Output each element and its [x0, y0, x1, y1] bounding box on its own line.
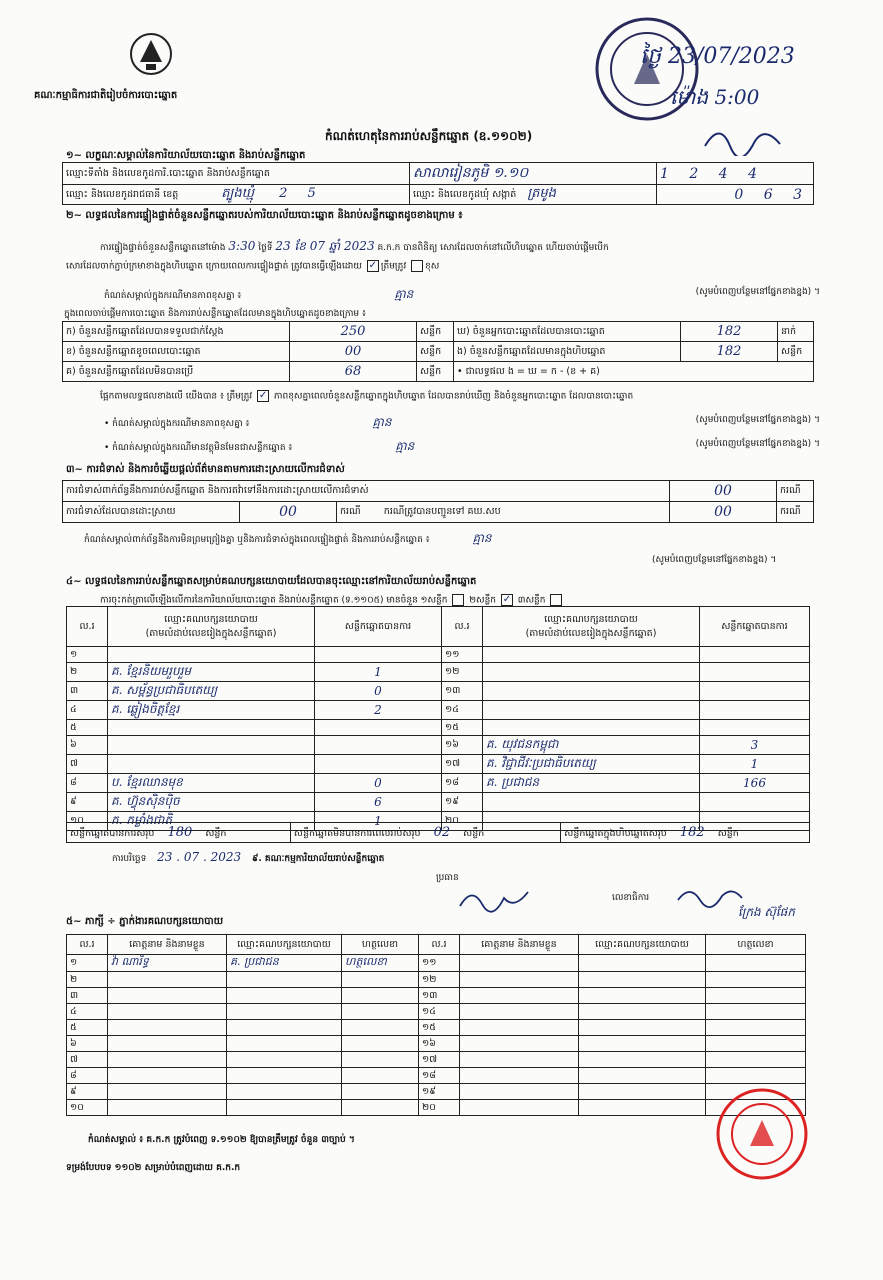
witness-party [227, 1100, 342, 1116]
witness-name [460, 988, 579, 1004]
section2-count-table [62, 321, 814, 382]
witness-signature [342, 972, 419, 988]
note-label: កំណត់សម្គាល់ក្នុងករណីមានភាពខុសគ្នា ៖ [104, 291, 242, 301]
s3-row1-unit: ករណី [777, 481, 814, 502]
party-name: គ. សម្ព័ន្ធប្រជាធិបតេយ្យ [108, 682, 315, 701]
bottom-note: ទម្រង់បែបបទ ១១០២ សម្រាប់បំពេញដោយ គ.ក.ក [66, 1163, 241, 1173]
witness-name [108, 1052, 227, 1068]
opt-two-sheets: ២សន្លឹក [469, 595, 497, 606]
party-name: គ. ឆ្លៀងចិត្តខ្មែរ [108, 701, 315, 720]
row-no: ៩ [67, 1084, 108, 1100]
total-box-value: 182 [679, 824, 705, 840]
row-no: ១៦ [419, 1036, 460, 1052]
commune-cell [410, 185, 657, 205]
witness-name [460, 1084, 579, 1100]
province-value: ត្បូងឃ្មុំ [221, 186, 255, 201]
item-e-label: ង) ចំនួនសន្លឹកឆ្នោតដែលមានក្នុងហិបឆ្នោត [454, 342, 681, 362]
table-row [67, 720, 810, 736]
item-c-label: គ) ចំនួនសន្លឹកឆ្នោតដែលមិនបានប្រើ [63, 362, 290, 382]
witness-name [108, 1100, 227, 1116]
verify-line2 [66, 260, 826, 274]
row-no: ១៣ [419, 988, 460, 1004]
witness-signature [706, 988, 806, 1004]
witness-name [460, 1004, 579, 1020]
table-row [67, 1004, 806, 1020]
table-row [67, 755, 810, 774]
section2-title: ២~ លទ្ធផលនៃការផ្ទៀងផ្ទាត់ចំនួនសន្លឹកឆ្នោតរបស់ការិយាល័យបោះឆ្នោត និងរាប់សន្លឹកឆ្នោតដូចខាងក្រោម ៖ [66, 210, 463, 221]
s5-col-no-right: ល.រ [419, 935, 460, 955]
witness-signature [706, 955, 806, 972]
party-name [108, 736, 315, 755]
opt-correct: ត្រឹមត្រូវ [380, 261, 407, 272]
witness-name [460, 1036, 579, 1052]
witness-party [227, 1036, 342, 1052]
row-no: ១៩ [442, 793, 483, 812]
row-no: ១២ [442, 663, 483, 682]
stamp-handwriting-time: ម៉ោង 5:00 [670, 85, 760, 109]
s3-row2-mid [337, 502, 670, 523]
verify-date: 23 ខែ 07 ឆ្នាំ 2023 [275, 239, 375, 253]
opt-incorrect: ខុស [425, 261, 440, 272]
note2-hint: (សូមបំពេញបន្ថែមនៅផ្នែកខាងខ្នង) ។ [695, 415, 820, 425]
witness-party [579, 1004, 706, 1020]
table-row [67, 1068, 806, 1084]
section3-table [62, 480, 814, 523]
item-c-unit: សន្លឹក [417, 362, 454, 382]
item-c-value: 68 [290, 362, 417, 382]
form-title: កំណត់ហេតុនៃការរាប់សន្លឹកឆ្នោត (ឧ.១១០២) [325, 129, 533, 143]
s5-col-name-left: គោត្តនាម និងនាមខ្លួន [108, 935, 227, 955]
table-row [67, 682, 810, 701]
table-row [67, 701, 810, 720]
item-a-unit: សន្លឹក [417, 322, 454, 342]
row-no: ១៣ [442, 682, 483, 701]
table-row [67, 955, 806, 972]
col-no-left: ល.រ [67, 607, 108, 647]
witness-party [579, 955, 706, 972]
check-intro: ក្នុងពេលចាប់ផ្តើមការបោះឆ្នោត និងការរាប់សន្លឹកឆ្នោតដែលមានក្នុងហិបឆ្នោតដូចខាងក្រោម ៖ [64, 309, 366, 319]
party-name: គ. កម្លាំងជាតិ [108, 812, 315, 831]
row1-label: ឈ្មោះទីតាំង និងលេខកូដការិ.បោះឆ្នោត និងរាប់សន្លឹកឆ្នោត [63, 163, 410, 185]
item-e-value: 182 [681, 342, 778, 362]
row-no: ១ [67, 647, 108, 663]
row-no: ២០ [442, 812, 483, 831]
witness-signature [342, 1004, 419, 1020]
s3-note-label: កំណត់សម្គាល់ពាក់ព័ន្ធនឹងការមិនព្រមព្រៀងគ្នា ឬនិងការជំទាស់ក្នុងពេលផ្ទៀងផ្ទាត់ និងការរាប់សន្លឹកឆ្នោត ៖ [84, 535, 430, 545]
row-no: ៦ [67, 736, 108, 755]
row-no: ២០ [419, 1100, 460, 1116]
row-no: ១០ [67, 1100, 108, 1116]
row-no: ៥ [67, 720, 108, 736]
table-row [67, 1036, 806, 1052]
vote-count [315, 755, 442, 774]
secretary-signature [676, 880, 746, 910]
note2-label: • កំណត់សម្គាល់ក្នុងករណីមានភាពខុសគ្នា ៖ [104, 419, 250, 429]
witness-name [460, 955, 579, 972]
table-row [67, 647, 810, 663]
vote-count [315, 720, 442, 736]
s3-row2-mid-value: 00 [670, 502, 777, 523]
table-row [67, 774, 810, 793]
vote-count [700, 720, 810, 736]
witness-name [460, 1052, 579, 1068]
vote-count [700, 701, 810, 720]
col-party-left-title: ឈ្មោះគណបក្សនយោបាយ [164, 613, 258, 625]
witness-name [108, 1068, 227, 1084]
note2-row [104, 414, 820, 432]
party-name [108, 720, 315, 736]
party-name [483, 701, 700, 720]
s3-note-value: គ្មាន [472, 531, 492, 545]
table-row [67, 793, 810, 812]
s3-row1-label: ការជំទាស់ពាក់ព័ន្ធនឹងការរាប់សន្លឹកឆ្នោត និងការតវ៉ាទៅនឹងការដោះស្រាយលើការជំទាស់ [63, 481, 670, 502]
section3-title: ៣~ ការជំទាស់ និងការចំឆ្លើយផ្តល់ព័ត៌មានតាមការដោះស្រាយលើការជំទាស់ [66, 464, 345, 475]
s3-row2-unit: ករណី [340, 506, 361, 517]
item-d-unit: នាក់ [778, 322, 814, 342]
s5-col-no-left: ល.រ [67, 935, 108, 955]
vote-count [315, 647, 442, 663]
nec-logo [128, 28, 174, 78]
intro-cont: គ.ក.ក បានពិនិត្យ សោរដែលចាក់នៅលើហិបឆ្នោត ហើយចាប់ផ្តើមបើក [377, 243, 609, 253]
s3-note-hint: (សូមបំពេញបន្ថែមនៅផ្នែកខាងខ្នង) ។ [652, 555, 777, 565]
commune-code: 0 6 3 [657, 185, 814, 205]
table-row [67, 1100, 806, 1116]
note-hint: (សូមបំពេញបន្ថែមនៅផ្នែកខាងខ្នង) ។ [695, 287, 820, 297]
two-sheets-checkbox[interactable]: ✓ [502, 594, 512, 605]
witness-name [108, 1004, 227, 1020]
verify-intro [100, 238, 820, 256]
item-b-unit: សន្លឹក [417, 342, 454, 362]
col-party-right [483, 607, 700, 647]
col-votes-right: សន្លឹកឆ្នោតបានការ [700, 607, 810, 647]
witness-party [579, 1084, 706, 1100]
vote-count: 6 [315, 793, 442, 812]
row-no: ១១ [419, 955, 460, 972]
row-no: ៧ [67, 1052, 108, 1068]
total-valid-value: 180 [167, 824, 193, 840]
witness-party [227, 972, 342, 988]
vote-count: 0 [315, 774, 442, 793]
s5-col-sign-right: ហត្ថលេខា [706, 935, 806, 955]
intro-text: ការផ្ទៀងផ្ទាត់ចំនួនសន្លឹកឆ្នោតនៅម៉ោង [100, 243, 226, 253]
s3-row1-value: 00 [670, 481, 777, 502]
done-label: ការបរិច្ឆេទ [112, 854, 147, 864]
witness-signature [706, 1004, 806, 1020]
party-name [108, 647, 315, 663]
party-name: គ. ហ៊្វុនស៊ិនប៉ិច [108, 793, 315, 812]
party-name: គ. យុវជនកម្ពុជា [483, 736, 700, 755]
total-box-unit: សន្លឹក [717, 827, 739, 839]
total-valid-unit: សន្លឹក [205, 827, 227, 839]
row-no: ៣ [67, 988, 108, 1004]
s5-col-party-right: ឈ្មោះគណបក្សនយោបាយ [579, 935, 706, 955]
province-code: 2 5 [279, 186, 324, 201]
org-name: គណៈកម្មាធិការជាតិរៀបចំការបោះឆ្នោត [34, 90, 178, 101]
result-checkbox[interactable]: ✓ [258, 390, 268, 401]
s3-row2-label: ការជំទាស់ដែលបានដោះស្រាយ [63, 502, 240, 523]
row-no: ២ [67, 663, 108, 682]
section1-table [62, 162, 814, 205]
party-name [483, 793, 700, 812]
result-text: ផ្អែកតាមលទ្ធផលខាងលើ យើងបាន ៖ ត្រឹមត្រូវ [100, 391, 253, 402]
total-invalid-cell [290, 823, 560, 843]
row-no: ៧ [67, 755, 108, 774]
witness-name [460, 972, 579, 988]
note2-value: គ្មាន [372, 415, 392, 429]
note3-row [104, 438, 820, 456]
col-votes-left: សន្លឹកឆ្នោតបានការ [315, 607, 442, 647]
witness-party [579, 1100, 706, 1116]
result-cont: ភាពខុសគ្នាពេលចំនួនសន្លឹកឆ្នោតក្នុងហិបឆ្នោត ដែលបានរាប់ឃើញ និងចំនួនអ្នកបោះឆ្នោត ដែលបានបោះឆ្នោត [273, 391, 634, 402]
total-box-cell [561, 823, 810, 843]
party-name [483, 663, 700, 682]
note3-label: • កំណត់សម្គាល់ក្នុងករណីមានវត្ថុមិនមែនជាសន្លឹកឆ្នោត ៖ [104, 443, 293, 453]
row-no: ១ [67, 955, 108, 972]
secretary-label: លេខាធិការ [612, 893, 650, 903]
row-no: ១៨ [419, 1068, 460, 1084]
total-box-label: សន្លឹកឆ្នោតក្នុងហិបឆ្នោតសរុប [564, 827, 667, 839]
row-no: ៨ [67, 774, 108, 793]
verify-time: 3:30 [228, 239, 256, 253]
col-party-right-sub: (តាមលំដាប់លេខរៀងក្នុងសន្លឹកឆ្នោត) [525, 627, 657, 639]
witness-signature [342, 1036, 419, 1052]
s3-row2-mid-label: ករណីត្រូវបានបញ្ជូនទៅ គឃ.សប [383, 506, 501, 517]
row-no: ១២ [419, 972, 460, 988]
col-no-right: ល.រ [442, 607, 483, 647]
party-name: គ. ប្រជាជន [483, 774, 700, 793]
witness-party: គ. ប្រជាជន [227, 955, 342, 972]
section4-title: ៤~ លទ្ធផលនៃការរាប់សន្លឹកឆ្នោតសម្រាប់គណបក្សនយោបាយដែលបានចុះឈ្មោះនៅការិយាល័យរាប់សន្លឹកឆ្នោត [66, 576, 477, 587]
witness-party [579, 1052, 706, 1068]
party-name: គ. វិជ្ជាជីវៈប្រជាធិបតេយ្យ [483, 755, 700, 774]
s5-col-name-right: គោត្តនាម និងនាមខ្លួន [460, 935, 579, 955]
result-line [100, 390, 820, 404]
section1-title: ១~ លក្ខណៈសម្គាល់នៃការិយាល័យបោះឆ្នោត និងរាប់សន្លឹកឆ្នោត [66, 150, 306, 161]
province-label: ឈ្មោះ និងលេខកូដរាជធានី ខេត្ត [66, 189, 179, 200]
vote-count [700, 663, 810, 682]
note-row [104, 286, 820, 304]
row-no: ១៥ [442, 720, 483, 736]
row-no: ៩ [67, 793, 108, 812]
item-a-label: ក) ចំនួនសន្លឹកឆ្នោតដែលបានទទួលជាក់ស្តែង [63, 322, 290, 342]
vote-count: 3 [700, 736, 810, 755]
witness-signature [706, 1052, 806, 1068]
item-b-label: ខ) ចំនួនសន្លឹកឆ្នោតខូចពេលបោះឆ្នោត [63, 342, 290, 362]
col-party-left-sub: (តាមលំដាប់លេខរៀងក្នុងសន្លឹកឆ្នោត) [145, 627, 277, 639]
vote-count: 166 [700, 774, 810, 793]
note3-value: គ្មាន [395, 439, 415, 453]
commune-label: ឈ្មោះ និងលេខកូដឃុំ សង្កាត់ [413, 189, 517, 200]
vote-count: 1 [315, 812, 442, 831]
row-no: ១៧ [442, 755, 483, 774]
col-party-left [108, 607, 315, 647]
witness-name [108, 1020, 227, 1036]
s3-row2-mid-unit: ករណី [777, 502, 814, 523]
witness-party [579, 988, 706, 1004]
total-invalid-value: 02 [433, 824, 451, 840]
witness-party [227, 1020, 342, 1036]
witness-signature [342, 1068, 419, 1084]
row-no: ៤ [67, 1004, 108, 1020]
table-row [67, 1020, 806, 1036]
secretary-sign: ក្រែង ស៊ុផែក [738, 905, 795, 919]
witness-signature [342, 1052, 419, 1068]
party-name [108, 755, 315, 774]
item-d-value: 182 [681, 322, 778, 342]
row-no: ៥ [67, 1020, 108, 1036]
note-value: គ្មាន [394, 287, 414, 301]
row-no: ៣ [67, 682, 108, 701]
witness-name [108, 972, 227, 988]
party-name [483, 647, 700, 663]
witness-signature [342, 1084, 419, 1100]
vote-count [315, 736, 442, 755]
witness-party [227, 988, 342, 1004]
chair-label: ប្រធាន [436, 873, 459, 883]
totals-table [66, 822, 810, 843]
row-no: ១៦ [442, 736, 483, 755]
row-no: ២ [67, 972, 108, 988]
row2-label [63, 185, 410, 205]
section5-title: ៥~ ភាក្សី ÷ ភ្នាក់ងារគណបក្សនយោបាយ [66, 916, 224, 927]
stamp-handwriting-date: ថ្ងៃ 23/07/2023 [640, 44, 795, 69]
item-e-unit: សន្លឹក [778, 342, 814, 362]
witness-party [227, 1084, 342, 1100]
incorrect-checkbox[interactable] [411, 260, 423, 272]
item-a-value: 250 [290, 322, 417, 342]
note3-hint: (សូមបំពេញបន្ថែមនៅផ្នែកខាងខ្នង) ។ [695, 439, 820, 449]
party-name [483, 720, 700, 736]
row1-value: សាលារៀនភូមិ ១.១០ [410, 163, 657, 185]
row-no: ១៤ [442, 701, 483, 720]
total-invalid-label: សន្លឹកឆ្នោតមិនបានការពេលរាប់សរុប [293, 827, 421, 839]
three-sheets-checkbox[interactable] [550, 594, 562, 606]
s3-note-row [84, 530, 820, 548]
witness-name: វ៉ា ណារិទ្ធ [108, 955, 227, 972]
vote-count: 2 [315, 701, 442, 720]
item-b-value: 00 [290, 342, 417, 362]
vote-count [700, 647, 810, 663]
witness-party [227, 1068, 342, 1084]
s5-col-sign-left: ហត្ថលេខា [342, 935, 419, 955]
done-cont: ៩. គណៈកម្មការិយាល័យរាប់សន្លឹកឆ្នោត [252, 854, 385, 864]
witness-party [227, 1052, 342, 1068]
witness-signature [706, 972, 806, 988]
vote-count [700, 793, 810, 812]
row-no: ១៨ [442, 774, 483, 793]
row-no: ១៧ [419, 1052, 460, 1068]
witness-signature [342, 1020, 419, 1036]
correct-checkbox[interactable]: ✓ [368, 260, 377, 271]
table-row [67, 1084, 806, 1100]
row-no: ១៥ [419, 1020, 460, 1036]
witness-signature [706, 1036, 806, 1052]
s4-intro-text: ការចុះកត់ត្រាលើឡើងលើការនៃការិយាល័យបោះឆ្នោត និងរាប់សន្លឹកឆ្នោត (ទ.១១០៥) មានចំនួន ១សន្លឹក [100, 595, 448, 606]
witness-name [108, 1084, 227, 1100]
item-d-label: ឃ) ចំនួនអ្នកបោះឆ្នោតដែលបានបោះឆ្នោត [454, 322, 681, 342]
col-party-right-title: ឈ្មោះគណបក្សនយោបាយ [544, 613, 638, 625]
total-valid-cell [67, 823, 291, 843]
footnote: កំណត់សម្គាល់ ៖ គ.ក.ក ត្រូវបំពេញ ទ.១១០២ ឱ្យបានត្រឹមត្រូវ ចំនួន ៣ច្បាប់ ។ [88, 1135, 355, 1145]
witness-signature [342, 1100, 419, 1116]
witness-party [227, 1004, 342, 1020]
done-row [112, 850, 384, 866]
opt-three-sheets: ៣សន្លឹក [517, 595, 546, 606]
row-no: ១៩ [419, 1084, 460, 1100]
commune-value: ត្រមូង [527, 186, 556, 201]
signature-top [700, 116, 790, 156]
witness-signature [706, 1068, 806, 1084]
witness-name [460, 1020, 579, 1036]
witness-signature [342, 988, 419, 1004]
witness-party [579, 1036, 706, 1052]
table-row [67, 1052, 806, 1068]
party-name [483, 682, 700, 701]
formula: • ជាលទ្ធផល ង = ឃ = ក - (ខ + គ) [454, 362, 814, 382]
one-sheet-checkbox[interactable] [452, 594, 464, 606]
vote-count: 1 [315, 663, 442, 682]
witness-party [579, 972, 706, 988]
row1-code: 1 2 4 4 [657, 163, 814, 185]
witness-name [108, 1036, 227, 1052]
witness-name [460, 1100, 579, 1116]
witness-table [66, 934, 806, 1116]
table-row [67, 988, 806, 1004]
witness-signature: ហត្ថលេខា [342, 955, 419, 972]
row-no: ១០ [67, 812, 108, 831]
witness-name [460, 1068, 579, 1084]
party-name: ប. ខ្មែរឈានមុខ [108, 774, 315, 793]
row-no: ៤ [67, 701, 108, 720]
done-date: 23 . 07 . 2023 [157, 850, 242, 864]
chair-signature [456, 880, 536, 916]
row-no: ១៤ [419, 1004, 460, 1020]
table-row [67, 972, 806, 988]
witness-party [579, 1068, 706, 1084]
party-name: គ. ខ្មែរនិយមរួបរួម [108, 663, 315, 682]
table-row [67, 736, 810, 755]
vote-count: 1 [700, 755, 810, 774]
witness-party [579, 1020, 706, 1036]
row-no: ៨ [67, 1068, 108, 1084]
row-no: ១១ [442, 647, 483, 663]
s5-col-party-left: ឈ្មោះគណបក្សនយោបាយ [227, 935, 342, 955]
vote-count: 0 [315, 682, 442, 701]
red-seal [714, 1086, 810, 1182]
date-label: ថ្ងៃទី [258, 243, 273, 253]
vote-count [700, 682, 810, 701]
row-no: ៦ [67, 1036, 108, 1052]
total-valid-label: សន្លឹកឆ្នោតបានការសរុប [70, 827, 155, 839]
table-row [67, 663, 810, 682]
witness-name [108, 988, 227, 1004]
results-table [66, 606, 810, 831]
total-invalid-unit: សន្លឹក [463, 827, 485, 839]
witness-signature [706, 1020, 806, 1036]
intro-line2: សោរដែលចាក់ភ្ជាប់ក្រមាខាងក្នុងហិបឆ្នោត ក្រោយពេលការផ្ទៀងផ្ទាត់ ត្រូវបានធ្វើឡើងដោយ [66, 261, 362, 272]
s3-row2-value: 00 [240, 502, 337, 523]
